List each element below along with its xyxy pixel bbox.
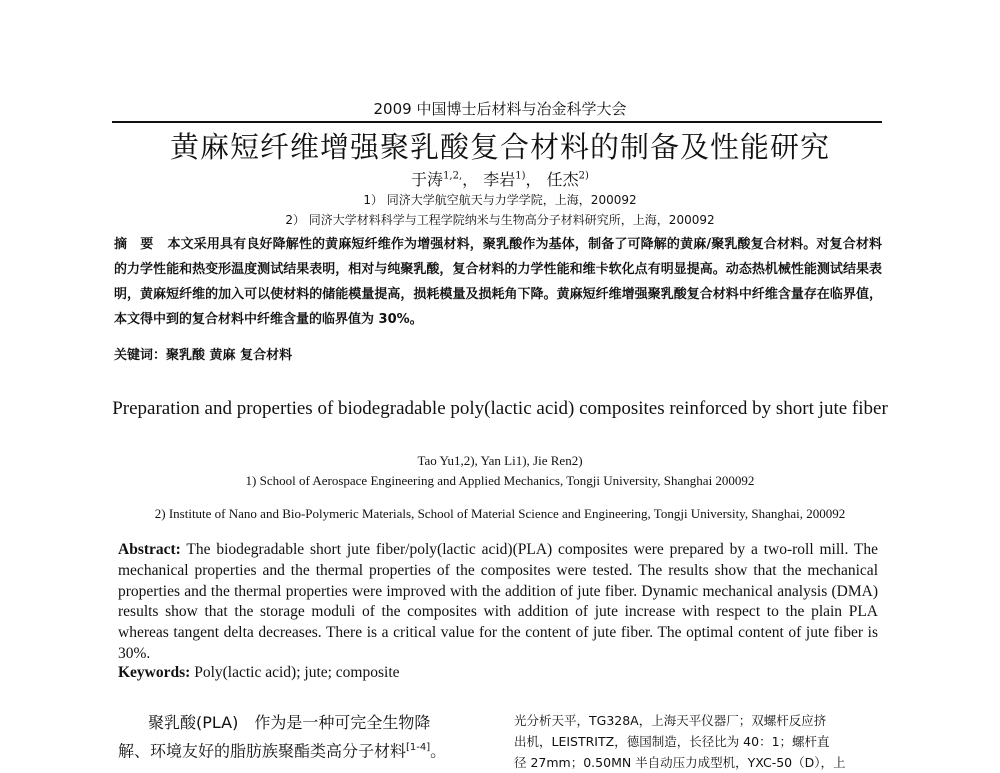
body-right-line-2: 出机，LEISTRITZ，德国制造，长径比为 40：1；螺杆直: [514, 734, 830, 749]
body-left-line-1: 聚乳酸(PLA) 作为是一种可完全生物降: [148, 713, 431, 732]
author-1: 于涛: [411, 170, 444, 189]
body-left-line-2: [118, 735, 480, 763]
author-1-affil: 1,2,: [443, 170, 463, 182]
abstract-en-label: Abstract:: [118, 541, 181, 558]
abstract-cn-text: 本文采用具有良好降解性的黄麻短纤维作为增强材料，聚乳酸作为基体，制备了可降解的黄麻/聚乳酸复合材料。对复合材料的力学性能和热变形温度测试结果表明，相对与纯聚乳酸，复合材料的力学性能和维卡软化点有明显提高。动态热机械性能测试结果表明，黄麻短纤维的加入可以使材料的储能模量提高，损耗模量及损耗角下降。黄麻短纤维增强聚乳酸复合材料中纤维含量存在临界值，本文得中到的复合材料中纤维含量的临界值为 30%。: [114, 237, 882, 327]
abstract-chinese: [114, 232, 882, 332]
title-chinese: 黄麻短纤维增强聚乳酸复合材料的制备及性能研究: [169, 130, 830, 164]
affiliation-cn-2: 2） 同济大学材料科学与工程学院纳米与生物高分子材料研究所，上海，200092: [285, 213, 715, 227]
author-3: 任杰: [546, 170, 579, 189]
affiliation-cn-1: 1） 同济大学航空航天与力学学院，上海，200092: [363, 193, 637, 207]
author-3-affil: 2): [578, 170, 589, 182]
keywords-english: [118, 664, 400, 682]
author-2-affil: 1): [515, 170, 526, 182]
header-rule: [112, 121, 882, 123]
abstract-english: [118, 540, 878, 665]
affiliation-en-2: 2) Institute of Nano and Bio-Polymeric Materials, School of Material Science and Engineering, Tongji University, Shanghai, 200092: [154, 506, 846, 521]
body-right-line-1: 光分析天平，TG328A，上海天平仪器厂；双螺杆反应挤: [514, 713, 827, 728]
body-left-line-2-end: 。: [430, 741, 447, 761]
keywords-en-label: Keywords:: [118, 664, 191, 681]
body-left-line-2-text: 解、环境友好的脂肪族聚酯类高分子材料: [118, 741, 407, 761]
body-left-column: [118, 710, 480, 763]
body-right-line-3: 径 27mm；0.50MN 半自动压力成型机，YXC-50（D），上: [514, 755, 846, 770]
keywords-chinese: [114, 344, 292, 363]
abstract-en-text: The biodegradable short jute fiber/poly(lactic acid)(PLA) composites were prepared by a two-roll mill. The mechanical properties and the thermal properties of the composites were tested. The results show that the mechanical properties and the thermal properties were improved with the addition of jute fiber. Dynamic mechanical analysis (DMA) results show that the storage moduli of the composites with addition of jute increase with respect to the plain PLA whereas tangent delta decreases. There is a critical value for the content of jute fiber. The optimal content of jute fiber is 30%.: [118, 541, 878, 662]
citation: [1-4]: [406, 742, 431, 753]
author-sep: ，: [525, 170, 542, 189]
body-right-column: [514, 710, 880, 773]
conference-header: 2009 中国博士后材料与冶金科学大会: [373, 100, 627, 118]
keywords-cn-label: 关键词：: [114, 348, 167, 363]
keywords-cn-text: 聚乳酸 黄麻 复合材料: [166, 348, 293, 363]
affiliation-en-1: 1) School of Aerospace Engineering and Applied Mechanics, Tongji University, Shanghai 200092: [245, 473, 755, 488]
abstract-cn-label: 摘 要: [114, 237, 154, 252]
authors-chinese: [0, 167, 1000, 190]
title-english: Preparation and properties of biodegradable poly(lactic acid) composites reinforced by short jute fiber: [112, 398, 888, 419]
author-2: 李岩: [483, 170, 516, 189]
authors-english: Tao Yu1,2), Yan Li1), Jie Ren2): [417, 453, 583, 468]
author-sep: ，: [462, 170, 479, 189]
keywords-en-text: Poly(lactic acid); jute; composite: [194, 664, 400, 681]
